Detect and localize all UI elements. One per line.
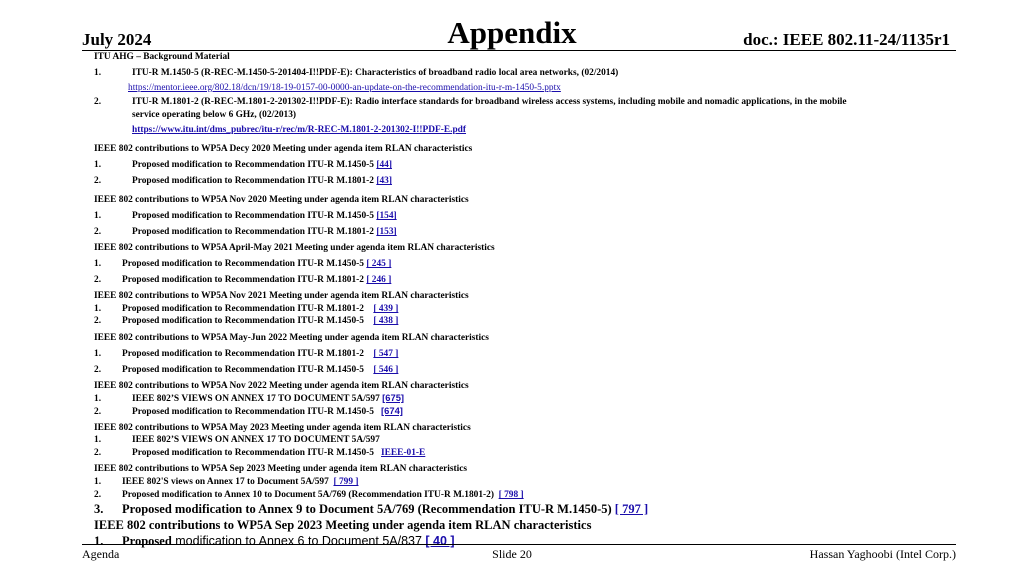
list-item: 2. Proposed modification to Recommendation ITU-R M.1450-5 [674] [94, 405, 403, 417]
list-item: 1. IEEE 802'S views on Annex 17 to Document 5A/597 [ 799 ] [94, 477, 359, 487]
list-item: 1. Proposed modification to Recommendation ITU-R M.1450-5 [ 245 ] [94, 259, 392, 269]
contribution-link[interactable]: [ 546 ] [373, 365, 399, 375]
contribution-link[interactable]: [ 439 ] [373, 304, 399, 314]
contribution-link[interactable]: [ 547 ] [373, 349, 399, 359]
section-heading: IEEE 802 contributions to WP5A Sep 2023 Meeting under agenda item RLAN characteristics [94, 518, 592, 532]
slide-number: Slide 20 [492, 547, 532, 561]
list-item: 2. Proposed modification to Recommendation ITU-R M.1450-5 [ 546 ] [94, 365, 399, 375]
contribution-link[interactable]: [ 40 ] [425, 534, 455, 548]
document-id: doc.: IEEE 802.11-24/1135r1 [743, 30, 950, 49]
footer-left: Agenda [82, 547, 120, 561]
contribution-link[interactable]: [ 245 ] [366, 259, 392, 269]
footer-author: Hassan Yaghoobi (Intel Corp.) [809, 547, 956, 561]
list-item: 1. Proposed modification to Recommendation ITU-R M.1801-2 [ 439 ] [94, 304, 399, 314]
section-heading: IEEE 802 contributions to WP5A Nov 2021 Meeting under agenda item RLAN characteristics [94, 291, 469, 301]
list-item: 2. Proposed modification to Recommendation ITU-R M.1450-5 [ 438 ] [94, 316, 399, 326]
section-heading: ITU AHG – Background Material [94, 52, 230, 62]
contribution-link[interactable]: [153] [376, 227, 397, 237]
list-item: 2. ITU-R M.1801-2 (R-REC-M.1801-2-201302-I!!PDF-E): Radio interface standards for broadband wireless access systems, including mobile and nomadic applications, in the mobile [94, 97, 847, 107]
contribution-link[interactable]: [ 438 ] [373, 316, 399, 326]
list-item: 1. Proposed modification to Recommendation ITU-R M.1450-5 [44] [94, 160, 392, 170]
list-item: 1. IEEE 802’S VIEWS ON ANNEX 17 TO DOCUMENT 5A/597 [94, 435, 380, 445]
section-heading: IEEE 802 contributions to WP5A Decy 2020 Meeting under agenda item RLAN characteristics [94, 144, 473, 154]
section-heading: IEEE 802 contributions to WP5A Sep 2023 Meeting under agenda item RLAN characteristics [94, 464, 468, 474]
list-item-continuation: service operating below 6 GHz, (02/2013) [132, 110, 297, 120]
list-item: 2. Proposed modification to Annex 10 to Document 5A/769 (Recommendation ITU-R M.1801-2) [ 798 ] [94, 490, 524, 500]
section-heading: IEEE 802 contributions to WP5A Nov 2022 Meeting under agenda item RLAN characteristics [94, 381, 469, 391]
contribution-link[interactable]: [43] [376, 176, 392, 186]
contribution-link[interactable]: [ 797 ] [614, 502, 649, 516]
reference-link[interactable]: https://mentor.ieee.org/802.18/dcn/19/18-19-0157-00-0000-an-update-on-the-recommendation-itu-r-m-1450-5.pptx [128, 83, 561, 93]
list-item: 2. Proposed modification to Recommendation ITU-R M.1801-2 [ 246 ] [94, 275, 392, 285]
contribution-link[interactable]: IEEE-01-E [381, 448, 426, 458]
list-item: 1. ITU-R M.1450-5 (R-REC-M.1450-5-201404-I!!PDF-E): Characteristics of broadband radio local area networks, (02/2014) [94, 68, 619, 78]
contribution-link[interactable]: [675] [382, 392, 405, 403]
list-item: 2. Proposed modification to Recommendation ITU-R M.1801-2 [43] [94, 176, 392, 186]
contribution-link[interactable]: [ 798 ] [498, 490, 524, 500]
contribution-link[interactable]: [ 246 ] [366, 275, 392, 285]
contribution-link[interactable]: [674] [381, 405, 403, 416]
list-item: 1. Proposed modification to Annex 6 to Document 5A/837 [ 40 ] [94, 534, 455, 548]
section-heading: IEEE 802 contributions to WP5A May 2023 Meeting under agenda item RLAN characteristics [94, 423, 471, 433]
header-date: July 2024 [82, 30, 152, 49]
section-heading: IEEE 802 contributions to WP5A May-Jun 2022 Meeting under agenda item RLAN characteristics [94, 333, 489, 343]
list-item: 2. Proposed modification to Recommendation ITU-R M.1801-2 [153] [94, 227, 397, 237]
section-heading: IEEE 802 contributions to WP5A April-May 2021 Meeting under agenda item RLAN characteristics [94, 243, 495, 253]
footer-divider [82, 544, 956, 545]
contribution-link[interactable]: [ 799 ] [333, 477, 359, 487]
section-heading: IEEE 802 contributions to WP5A Nov 2020 Meeting under agenda item RLAN characteristics [94, 195, 469, 205]
reference-link[interactable]: https://www.itu.int/dms_pubrec/itu-r/rec/m/R-REC-M.1801-2-201302-I!!PDF-E.pdf [132, 125, 467, 135]
list-item: 2. Proposed modification to Recommendation ITU-R M.1450-5 IEEE-01-E [94, 448, 426, 458]
page-title: Appendix [447, 15, 577, 50]
list-item: 1. IEEE 802’S VIEWS ON ANNEX 17 TO DOCUMENT 5A/597 [675] [94, 392, 405, 404]
list-item: 3. Proposed modification to Annex 9 to Document 5A/769 (Recommendation ITU-R M.1450-5) [ 797 ] [94, 502, 649, 516]
contribution-link[interactable]: [44] [376, 160, 392, 170]
list-item: 1. Proposed modification to Recommendation ITU-R M.1450-5 [154] [94, 211, 397, 221]
contribution-link[interactable]: [154] [376, 211, 397, 221]
list-item: 1. Proposed modification to Recommendation ITU-R M.1801-2 [ 547 ] [94, 349, 399, 359]
